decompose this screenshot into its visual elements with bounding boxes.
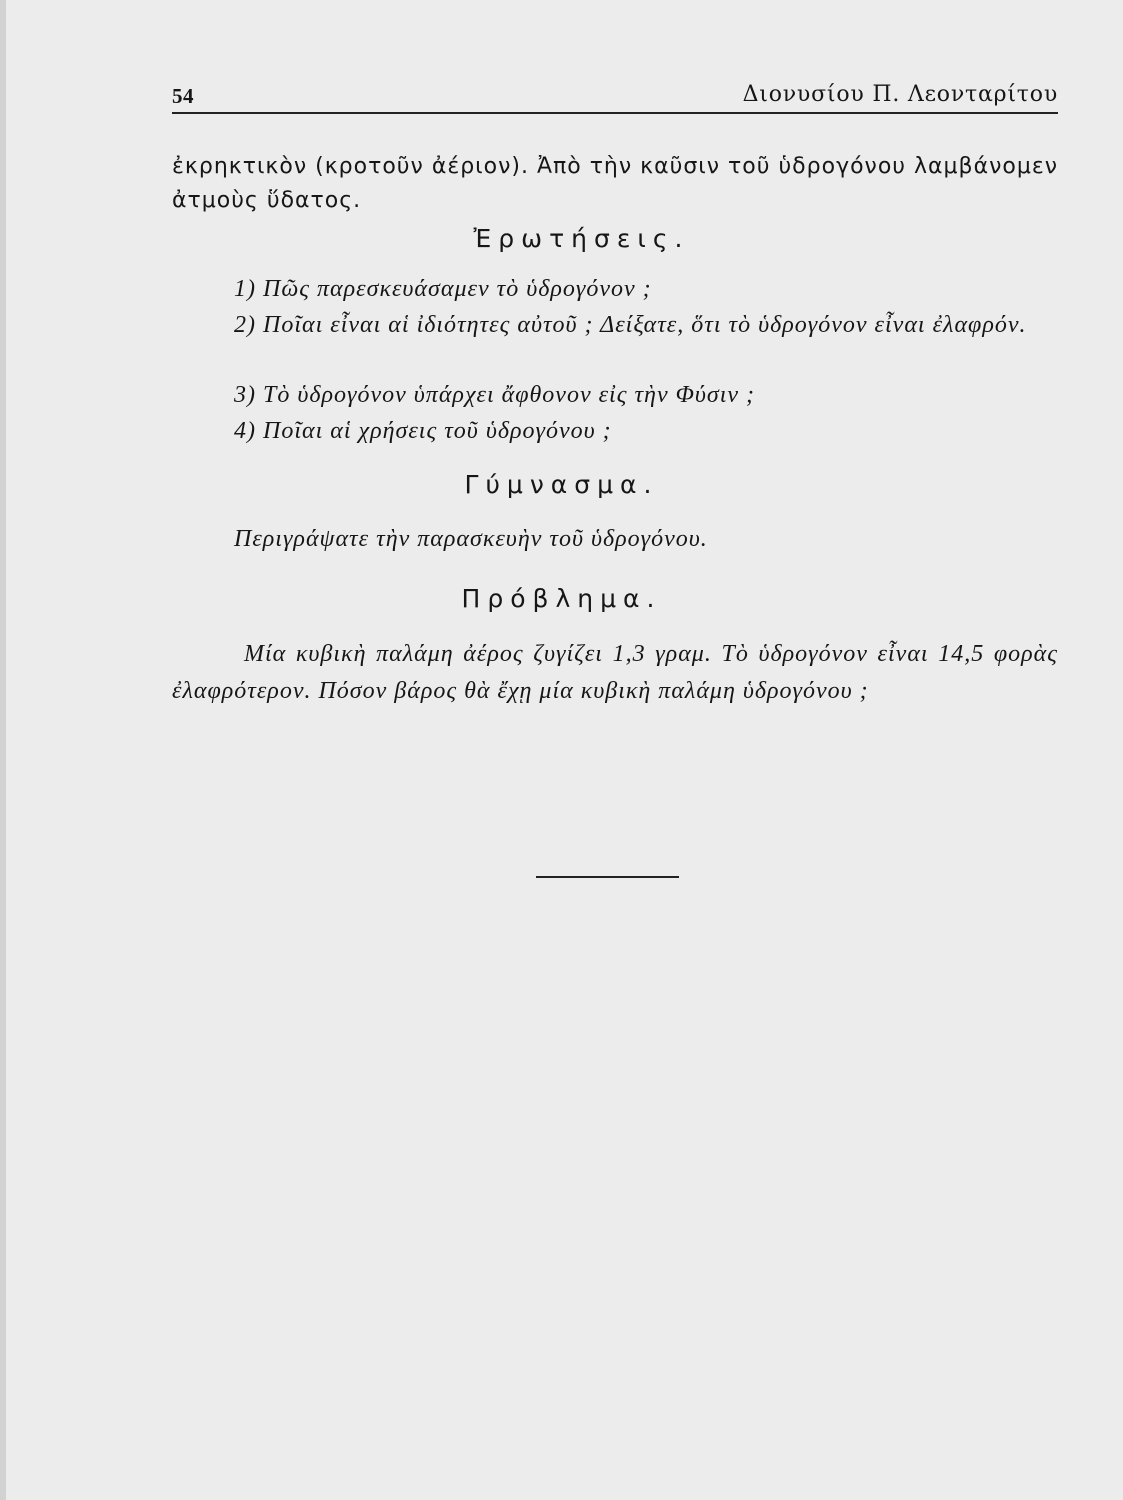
- intro-paragraph: ἐκρηκτικὸν (κροτοῦν ἀέριον). Ἀπὸ τὴν καῦσιν τοῦ ὑδρογόνου λαμβάνομεν ἀτμοὺς ὕδατος.: [172, 154, 1059, 213]
- section-end-rule: [536, 876, 679, 878]
- question-3: 3) Τὸ ὑδρογόνον ὑπάρχει ἄφθονον εἰς τὴν Φύσιν ;: [234, 382, 756, 408]
- problem-text: Μία κυβικὴ παλάμη ἀέρος ζυγίζει 1,3 γραμ. Τὸ ὑδρογόνον εἶναι 14,5 φορὰς ἐλαφρότερον. Πόσον βάρος θὰ ἔχῃ μία κυβικὴ παλάμη ὑδρογόνου ;: [172, 641, 1058, 704]
- header-rule: [172, 112, 1058, 114]
- page-header: [172, 80, 1058, 114]
- question-1: 1) Πῶς παρεσκευάσαμεν τὸ ὑδρογόνον ;: [234, 276, 652, 302]
- question-2: 2) Ποῖαι εἶναι αἱ ἰδιότητες αὐτοῦ ; Δείξατε, ὅτι τὸ ὑδρογόνον εἶναι ἐλαφρόν.: [234, 312, 1027, 338]
- questions-heading: Ἐρωτήσεις.: [473, 224, 690, 253]
- exercise-text: Περιγράψατε τὴν παρασκευὴν τοῦ ὑδρογόνου.: [234, 526, 708, 552]
- page-number: 54: [172, 84, 194, 108]
- exercise-heading: Γύμνασμα.: [464, 470, 659, 499]
- question-4: 4) Ποῖαι αἱ χρήσεις τοῦ ὑδρογόνου ;: [234, 418, 612, 444]
- problem-heading: Πρόβλημα.: [461, 584, 662, 613]
- running-head: Διονυσίου Π. Λεονταρίτου: [742, 82, 1058, 107]
